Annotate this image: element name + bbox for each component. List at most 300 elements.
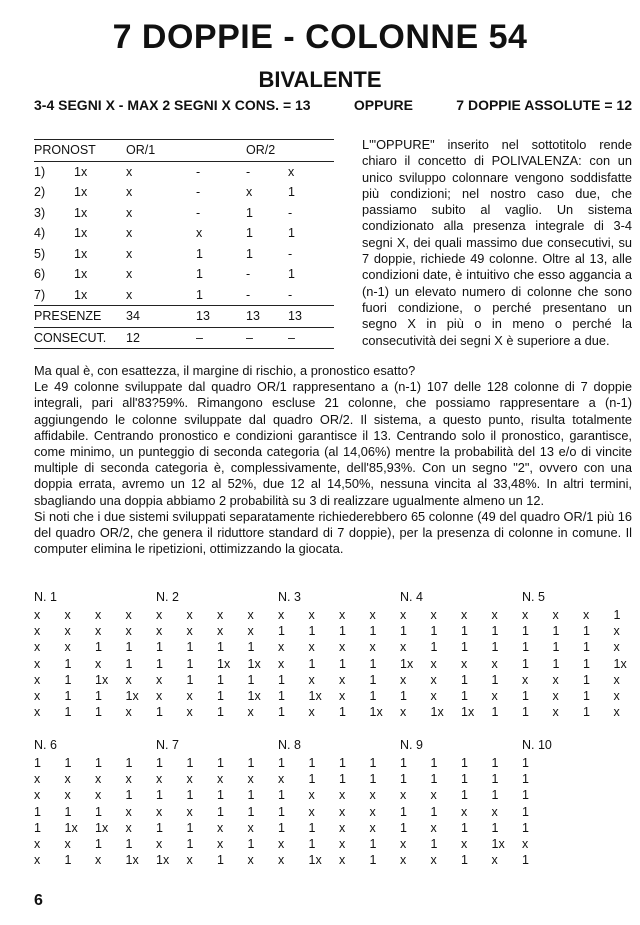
grid-cell: x xyxy=(125,804,132,819)
consecut-row xyxy=(34,327,334,349)
grid-cell: 1 xyxy=(217,756,224,770)
table-cell: - xyxy=(196,205,201,220)
table-cell: x xyxy=(126,185,133,200)
grid-row xyxy=(34,705,634,721)
header-pronost: PRONOST xyxy=(34,140,126,162)
grid-cell: 1 xyxy=(339,624,346,639)
grid-cell: 1 xyxy=(522,853,529,868)
grid-cell: 1 xyxy=(247,672,255,687)
grid-cell: 1 xyxy=(95,836,102,851)
grid-cell: 1x xyxy=(400,656,414,671)
page-subtitle: BIVALENTE xyxy=(258,67,382,92)
table-cell: 34 xyxy=(126,306,196,328)
table-cell: 1 xyxy=(246,205,253,220)
grid-cell: 1 xyxy=(369,672,377,687)
grid-cell: 1 xyxy=(64,688,72,703)
grid-cell: 1 xyxy=(64,804,72,819)
grid-cell: x xyxy=(34,705,41,720)
grid-cell: 1x xyxy=(461,705,475,720)
grid-cell: x xyxy=(552,672,559,687)
grid-cell: x xyxy=(430,608,437,622)
grid-cell: x xyxy=(369,788,376,803)
grid-cell: 1 xyxy=(491,705,499,720)
grid-cell: x xyxy=(186,688,193,703)
grid-cell: 1 xyxy=(125,656,133,671)
grid-cell: 1 xyxy=(522,756,529,770)
grid-cell: x xyxy=(339,853,346,868)
grid-cell: 1 xyxy=(339,756,346,770)
grid-cell: 1 xyxy=(186,836,194,851)
grid-cell: 1 xyxy=(461,688,468,703)
grid-cell: x xyxy=(430,672,437,687)
grid-cell: 1 xyxy=(461,820,468,835)
grid-cell: 1 xyxy=(95,705,102,720)
grid-cell: 1 xyxy=(278,672,285,687)
grid-cell: x xyxy=(430,656,437,671)
grid-cell: x xyxy=(278,836,285,851)
grid-cell: 1 xyxy=(217,672,224,687)
grid-cell: 1 xyxy=(461,672,468,687)
grid-cell: 1 xyxy=(156,656,163,671)
grid-cell: 1 xyxy=(552,640,560,655)
grid-cell: x xyxy=(156,672,163,687)
header-or2: OR/2 xyxy=(246,140,288,162)
grid-cell: 1 xyxy=(491,672,499,687)
header-or1: OR/1 xyxy=(126,140,196,162)
system-label: N. 1 xyxy=(34,590,57,604)
grid-cell: x xyxy=(613,624,620,639)
grid-cell: x xyxy=(278,853,285,868)
table-cell: 1x xyxy=(74,226,88,241)
grid-row xyxy=(34,772,634,788)
grid-cell: 1 xyxy=(430,624,438,639)
grid-cell: x xyxy=(125,608,132,622)
grid-cell: x xyxy=(522,608,529,622)
grid-cell: 1 xyxy=(217,705,224,720)
grid-row xyxy=(34,608,634,624)
table-cell: x xyxy=(126,267,133,282)
grid-cell: x xyxy=(369,640,376,655)
grid-cell: 1 xyxy=(522,624,529,639)
grid-cell: 1 xyxy=(430,756,438,770)
grid-cell: 1x xyxy=(613,656,627,671)
table-cell: – xyxy=(246,327,288,349)
grid-cell: 1 xyxy=(156,788,163,803)
grid-cell: 1 xyxy=(308,756,316,770)
body-paragraph: Si noti che i due sistemi sviluppati separatamente richiederebbero 65 colonne (49 del quadro OR/1 più 16 del quadro OR/2, che genera il riduttore standard di 7 doppie), per la presenza di colonne in comune. Il computer elimina le ripetizioni, ottimizzando la giocata. xyxy=(34,508,632,557)
grid-cell: 1 xyxy=(278,820,285,835)
grid-cell: x xyxy=(186,772,193,787)
grid-row xyxy=(34,657,634,673)
grid-cell: 1x xyxy=(369,705,383,720)
table-cell: - xyxy=(288,246,293,261)
grid-cell: 1x xyxy=(247,688,261,703)
grid-cell: 1 xyxy=(64,656,72,671)
grid-cell: 1 xyxy=(247,640,255,655)
grid-cell: x xyxy=(34,624,41,639)
grid-cell: x xyxy=(430,820,437,835)
grid-cell: x xyxy=(339,688,346,703)
grid-cell: x xyxy=(278,640,285,655)
page-title: 7 DOPPIE - COLONNE 54 xyxy=(112,18,528,56)
system-label: N. 5 xyxy=(522,590,545,604)
grid-cell: x xyxy=(156,688,163,703)
table-cell: x xyxy=(126,226,133,241)
grid-cell: x xyxy=(156,608,163,622)
grid-cell: 1 xyxy=(64,756,72,770)
table-header-row xyxy=(34,140,334,162)
grid-cell: 1 xyxy=(461,640,468,655)
grid-cell: 1 xyxy=(369,772,377,787)
grid-cell: 1 xyxy=(522,788,529,803)
grid-cell: 1 xyxy=(491,756,499,770)
grid-cell: 1 xyxy=(400,804,407,819)
grid-cell: 1 xyxy=(339,772,346,787)
grid-row xyxy=(34,805,634,821)
grid-cell: 1 xyxy=(400,756,407,770)
grid-cell: 1 xyxy=(156,705,163,720)
grid-cell: x xyxy=(308,705,315,720)
grid-cell: 1x xyxy=(308,853,322,868)
grid-cell: 1 xyxy=(461,772,468,787)
grid-cell: x xyxy=(339,672,346,687)
table-cell: – xyxy=(196,327,246,349)
grid-cell: 1 xyxy=(369,853,377,868)
grid-cell: x xyxy=(430,788,437,803)
grid-cell: x xyxy=(400,853,407,868)
columns-block-2 xyxy=(34,738,634,869)
grid-cell: 1 xyxy=(461,788,468,803)
grid-cell: x xyxy=(34,672,41,687)
table-cell: 7) xyxy=(34,287,46,302)
grid-cell: 1x xyxy=(217,656,231,671)
table-row xyxy=(34,182,334,203)
grid-cell: 1 xyxy=(34,804,41,819)
table-cell: - xyxy=(196,164,201,179)
grid-cell: x xyxy=(461,804,468,819)
grid-cell: x xyxy=(186,853,193,868)
table-cell: 1 xyxy=(288,226,295,241)
grid-row xyxy=(34,837,634,853)
grid-cell: 1 xyxy=(156,756,163,770)
grid-cell: x xyxy=(247,624,254,639)
grid-cell: x xyxy=(125,772,132,787)
column-grid xyxy=(34,608,634,721)
table-row xyxy=(34,285,334,306)
grid-cell: 1 xyxy=(64,853,72,868)
table-cell: 1x xyxy=(74,185,88,200)
table-cell: 13 xyxy=(196,306,246,328)
grid-cell: x xyxy=(95,772,102,787)
grid-cell: x xyxy=(64,836,71,851)
grid-cell: 1x xyxy=(95,672,109,687)
grid-row xyxy=(34,756,634,772)
grid-cell: x xyxy=(461,608,468,622)
grid-cell: 1x xyxy=(430,705,444,720)
grid-cell: x xyxy=(95,608,102,622)
grid-cell: 1 xyxy=(95,804,102,819)
grid-cell: x xyxy=(400,640,407,655)
grid-cell: 1 xyxy=(552,624,560,639)
grid-cell: 1 xyxy=(95,688,102,703)
grid-cell: 1 xyxy=(552,656,560,671)
table-cell: 4) xyxy=(34,226,46,241)
presenze-row xyxy=(34,306,334,328)
grid-cell: 1x xyxy=(64,820,78,835)
side-text: L'"OPPURE" inserito nel sottotitolo rende chiaro il concetto di POLIVALENZA: con un unico sviluppo colonnare vengono soddisfatte più condizioni; nel nostro caso due, che passiamo subito al vaglio. Un sistema condizionato alla presenza integrale di 3-4 segni X, dei quali massimo due consecutivi, su 7 doppie, richiede 49 colonne. Oltre al 13, alle condizioni date, è intuitivo che esso aggancia a (n-1) un elevato numero di colonne che sono fuori condizione, o perché presentano un segno X in più o in meno o perché la consecutività dei segni X è superiore a due. xyxy=(362,137,632,348)
grid-cell: 1x xyxy=(125,853,139,868)
grid-cell: x xyxy=(156,804,163,819)
table-cell: 1x xyxy=(74,267,88,282)
grid-cell: 1 xyxy=(522,688,529,703)
grid-cell: x xyxy=(491,853,498,868)
grid-cell: 1 xyxy=(125,640,133,655)
grid-cell: 1 xyxy=(217,853,224,868)
grid-cell: 1 xyxy=(278,624,285,639)
grid-cell: 1 xyxy=(64,672,72,687)
grid-cell: x xyxy=(95,624,102,639)
grid-cell: 1 xyxy=(278,705,285,720)
grid-cell: x xyxy=(64,640,71,655)
grid-cell: 1 xyxy=(308,624,316,639)
grid-cell: 1 xyxy=(522,804,529,819)
grid-cell: 1 xyxy=(583,624,590,639)
grid-cell: 1 xyxy=(491,772,499,787)
system-label: N. 6 xyxy=(34,738,57,752)
grid-cell: x xyxy=(156,772,163,787)
grid-cell: 1 xyxy=(522,656,529,671)
grid-cell: x xyxy=(186,608,193,622)
grid-cell: x xyxy=(613,705,620,720)
grid-cell: x xyxy=(125,672,132,687)
condition-line xyxy=(34,97,632,113)
table-cell: - xyxy=(288,205,293,220)
grid-cell: x xyxy=(64,624,71,639)
grid-cell: x xyxy=(247,705,254,720)
table-cell: 1 xyxy=(288,267,295,282)
grid-cell: 1 xyxy=(95,640,102,655)
grid-cell: 1 xyxy=(217,804,224,819)
grid-cell: x xyxy=(613,672,620,687)
page-number: 6 xyxy=(34,892,43,909)
system-label: N. 7 xyxy=(156,738,179,752)
grid-cell: 1 xyxy=(308,836,316,851)
grid-cell: x xyxy=(217,772,224,787)
grid-cell: 1 xyxy=(522,772,529,787)
grid-cell: 1 xyxy=(583,688,590,703)
grid-cell: x xyxy=(247,772,254,787)
body-text xyxy=(34,363,632,557)
grid-cell: x xyxy=(491,804,498,819)
system-label: N. 8 xyxy=(278,738,301,752)
grid-cell: 1 xyxy=(430,836,438,851)
grid-cell: 1 xyxy=(430,772,438,787)
grid-cell: 1 xyxy=(278,804,285,819)
grid-cell: x xyxy=(156,836,163,851)
grid-cell: x xyxy=(613,640,620,655)
grid-cell: x xyxy=(34,836,41,851)
grid-cell: x xyxy=(552,688,559,703)
grid-cell: 1 xyxy=(400,820,407,835)
table-cell: 1x xyxy=(74,287,88,302)
grid-cell: x xyxy=(339,820,346,835)
table-cell: 1x xyxy=(74,246,88,261)
grid-cell: 1 xyxy=(34,820,41,835)
grid-cell: x xyxy=(125,705,132,720)
grid-cell: x xyxy=(217,608,224,622)
grid-cell: x xyxy=(247,608,254,622)
grid-cell: 1 xyxy=(156,820,163,835)
grid-cell: 1 xyxy=(491,624,499,639)
grid-cell: x xyxy=(461,836,468,851)
grid-row xyxy=(34,821,634,837)
table-cell: 3) xyxy=(34,205,46,220)
table-cell: x xyxy=(246,185,253,200)
grid-row xyxy=(34,689,634,705)
system-label: N. 3 xyxy=(278,590,301,604)
grid-cell: 1 xyxy=(522,640,529,655)
system-label: N. 4 xyxy=(400,590,423,604)
grid-cell: x xyxy=(339,608,346,622)
grid-cell: 1 xyxy=(186,756,194,770)
table-cell: x xyxy=(126,164,133,179)
grid-cell: 1 xyxy=(217,640,224,655)
grid-cell: 1 xyxy=(186,640,194,655)
grid-cell: x xyxy=(34,788,41,803)
table-cell: 13 xyxy=(288,306,334,328)
table-cell: x xyxy=(196,226,203,241)
table-row xyxy=(34,244,334,265)
grid-cell: x xyxy=(95,853,102,868)
grid-cell: 1 xyxy=(278,688,285,703)
block-labels xyxy=(34,738,634,756)
grid-cell: 1 xyxy=(308,820,316,835)
grid-cell: 1 xyxy=(522,820,529,835)
grid-cell: 1x xyxy=(247,656,261,671)
grid-row xyxy=(34,673,634,689)
table-cell: 1x xyxy=(74,205,88,220)
table-cell: - xyxy=(246,164,251,179)
grid-cell: 1 xyxy=(369,624,377,639)
grid-cell: x xyxy=(186,624,193,639)
grid-cell: 1 xyxy=(461,756,468,770)
grid-cell: x xyxy=(491,688,498,703)
grid-cell: 1 xyxy=(369,656,377,671)
table-cell: - xyxy=(246,287,251,302)
table-cell: – xyxy=(288,327,334,349)
table-cell: 1x xyxy=(74,164,88,179)
grid-cell: x xyxy=(125,820,132,835)
grid-cell: x xyxy=(369,804,376,819)
table-row xyxy=(34,203,334,224)
grid-cell: x xyxy=(186,705,193,720)
grid-cell: 1 xyxy=(339,705,346,720)
grid-cell: x xyxy=(95,656,102,671)
grid-cell: 1 xyxy=(308,656,316,671)
grid-cell: x xyxy=(217,820,224,835)
table-cell: 2) xyxy=(34,185,46,200)
grid-cell: 1 xyxy=(308,772,316,787)
grid-cell: x xyxy=(64,608,71,622)
grid-cell: x xyxy=(583,608,590,622)
grid-cell: x xyxy=(308,804,315,819)
table-cell: 1 xyxy=(196,246,203,261)
grid-cell: x xyxy=(217,624,224,639)
grid-cell: 1 xyxy=(400,624,407,639)
grid-cell: x xyxy=(64,788,71,803)
table-row xyxy=(34,161,334,182)
grid-cell: x xyxy=(247,820,254,835)
grid-cell: 1 xyxy=(186,820,194,835)
grid-cell: 1 xyxy=(247,836,255,851)
grid-cell: x xyxy=(308,640,315,655)
table-cell: 12 xyxy=(126,327,196,349)
grid-cell: 1 xyxy=(125,836,133,851)
table-cell: x xyxy=(126,246,133,261)
grid-cell: 1x xyxy=(95,820,109,835)
grid-cell: 1 xyxy=(400,688,407,703)
grid-cell: 1 xyxy=(186,656,194,671)
grid-cell: x xyxy=(156,624,163,639)
system-label: N. 9 xyxy=(400,738,423,752)
grid-cell: 1 xyxy=(430,640,438,655)
column-grid xyxy=(34,756,634,869)
system-label: N. 2 xyxy=(156,590,179,604)
grid-cell: x xyxy=(522,836,529,851)
grid-cell: x xyxy=(491,608,498,622)
grid-cell: x xyxy=(34,853,41,868)
grid-cell: x xyxy=(339,804,346,819)
grid-cell: x xyxy=(217,836,224,851)
grid-cell: x xyxy=(491,656,498,671)
grid-cell: 1 xyxy=(491,820,499,835)
table-cell: 1 xyxy=(246,226,253,241)
grid-cell: 1 xyxy=(125,756,133,770)
table-cell: 6) xyxy=(34,267,46,282)
table-cell: - xyxy=(196,185,201,200)
grid-cell: x xyxy=(34,772,41,787)
grid-cell: x xyxy=(34,656,41,671)
grid-cell: x xyxy=(247,853,254,868)
table-cell: x xyxy=(288,164,295,179)
grid-cell: 1x xyxy=(156,853,170,868)
grid-cell: x xyxy=(400,705,407,720)
grid-cell: 1 xyxy=(430,804,438,819)
table-cell: 5) xyxy=(34,246,46,261)
prognosis-table xyxy=(34,139,334,349)
grid-cell: x xyxy=(339,836,346,851)
grid-cell: x xyxy=(369,820,376,835)
grid-cell: x xyxy=(400,836,407,851)
grid-cell: 1 xyxy=(247,804,255,819)
table-cell: 1 xyxy=(196,287,203,302)
grid-cell: 1 xyxy=(247,756,255,770)
grid-cell: 1 xyxy=(369,688,377,703)
grid-cell: x xyxy=(400,608,407,622)
grid-cell: x xyxy=(34,688,41,703)
table-cell: 1) xyxy=(34,164,46,179)
grid-cell: 1 xyxy=(461,853,468,868)
grid-cell: 1 xyxy=(278,756,285,770)
condition-alt: 7 DOPPIE ASSOLUTE = 12 xyxy=(456,97,632,113)
block-labels xyxy=(34,590,634,608)
grid-cell: 1 xyxy=(278,788,285,803)
grid-cell: 1 xyxy=(186,672,194,687)
grid-cell: x xyxy=(125,624,132,639)
grid-cell: 1 xyxy=(156,640,163,655)
row-label: PRESENZE xyxy=(34,306,126,328)
grid-cell: 1 xyxy=(461,624,468,639)
